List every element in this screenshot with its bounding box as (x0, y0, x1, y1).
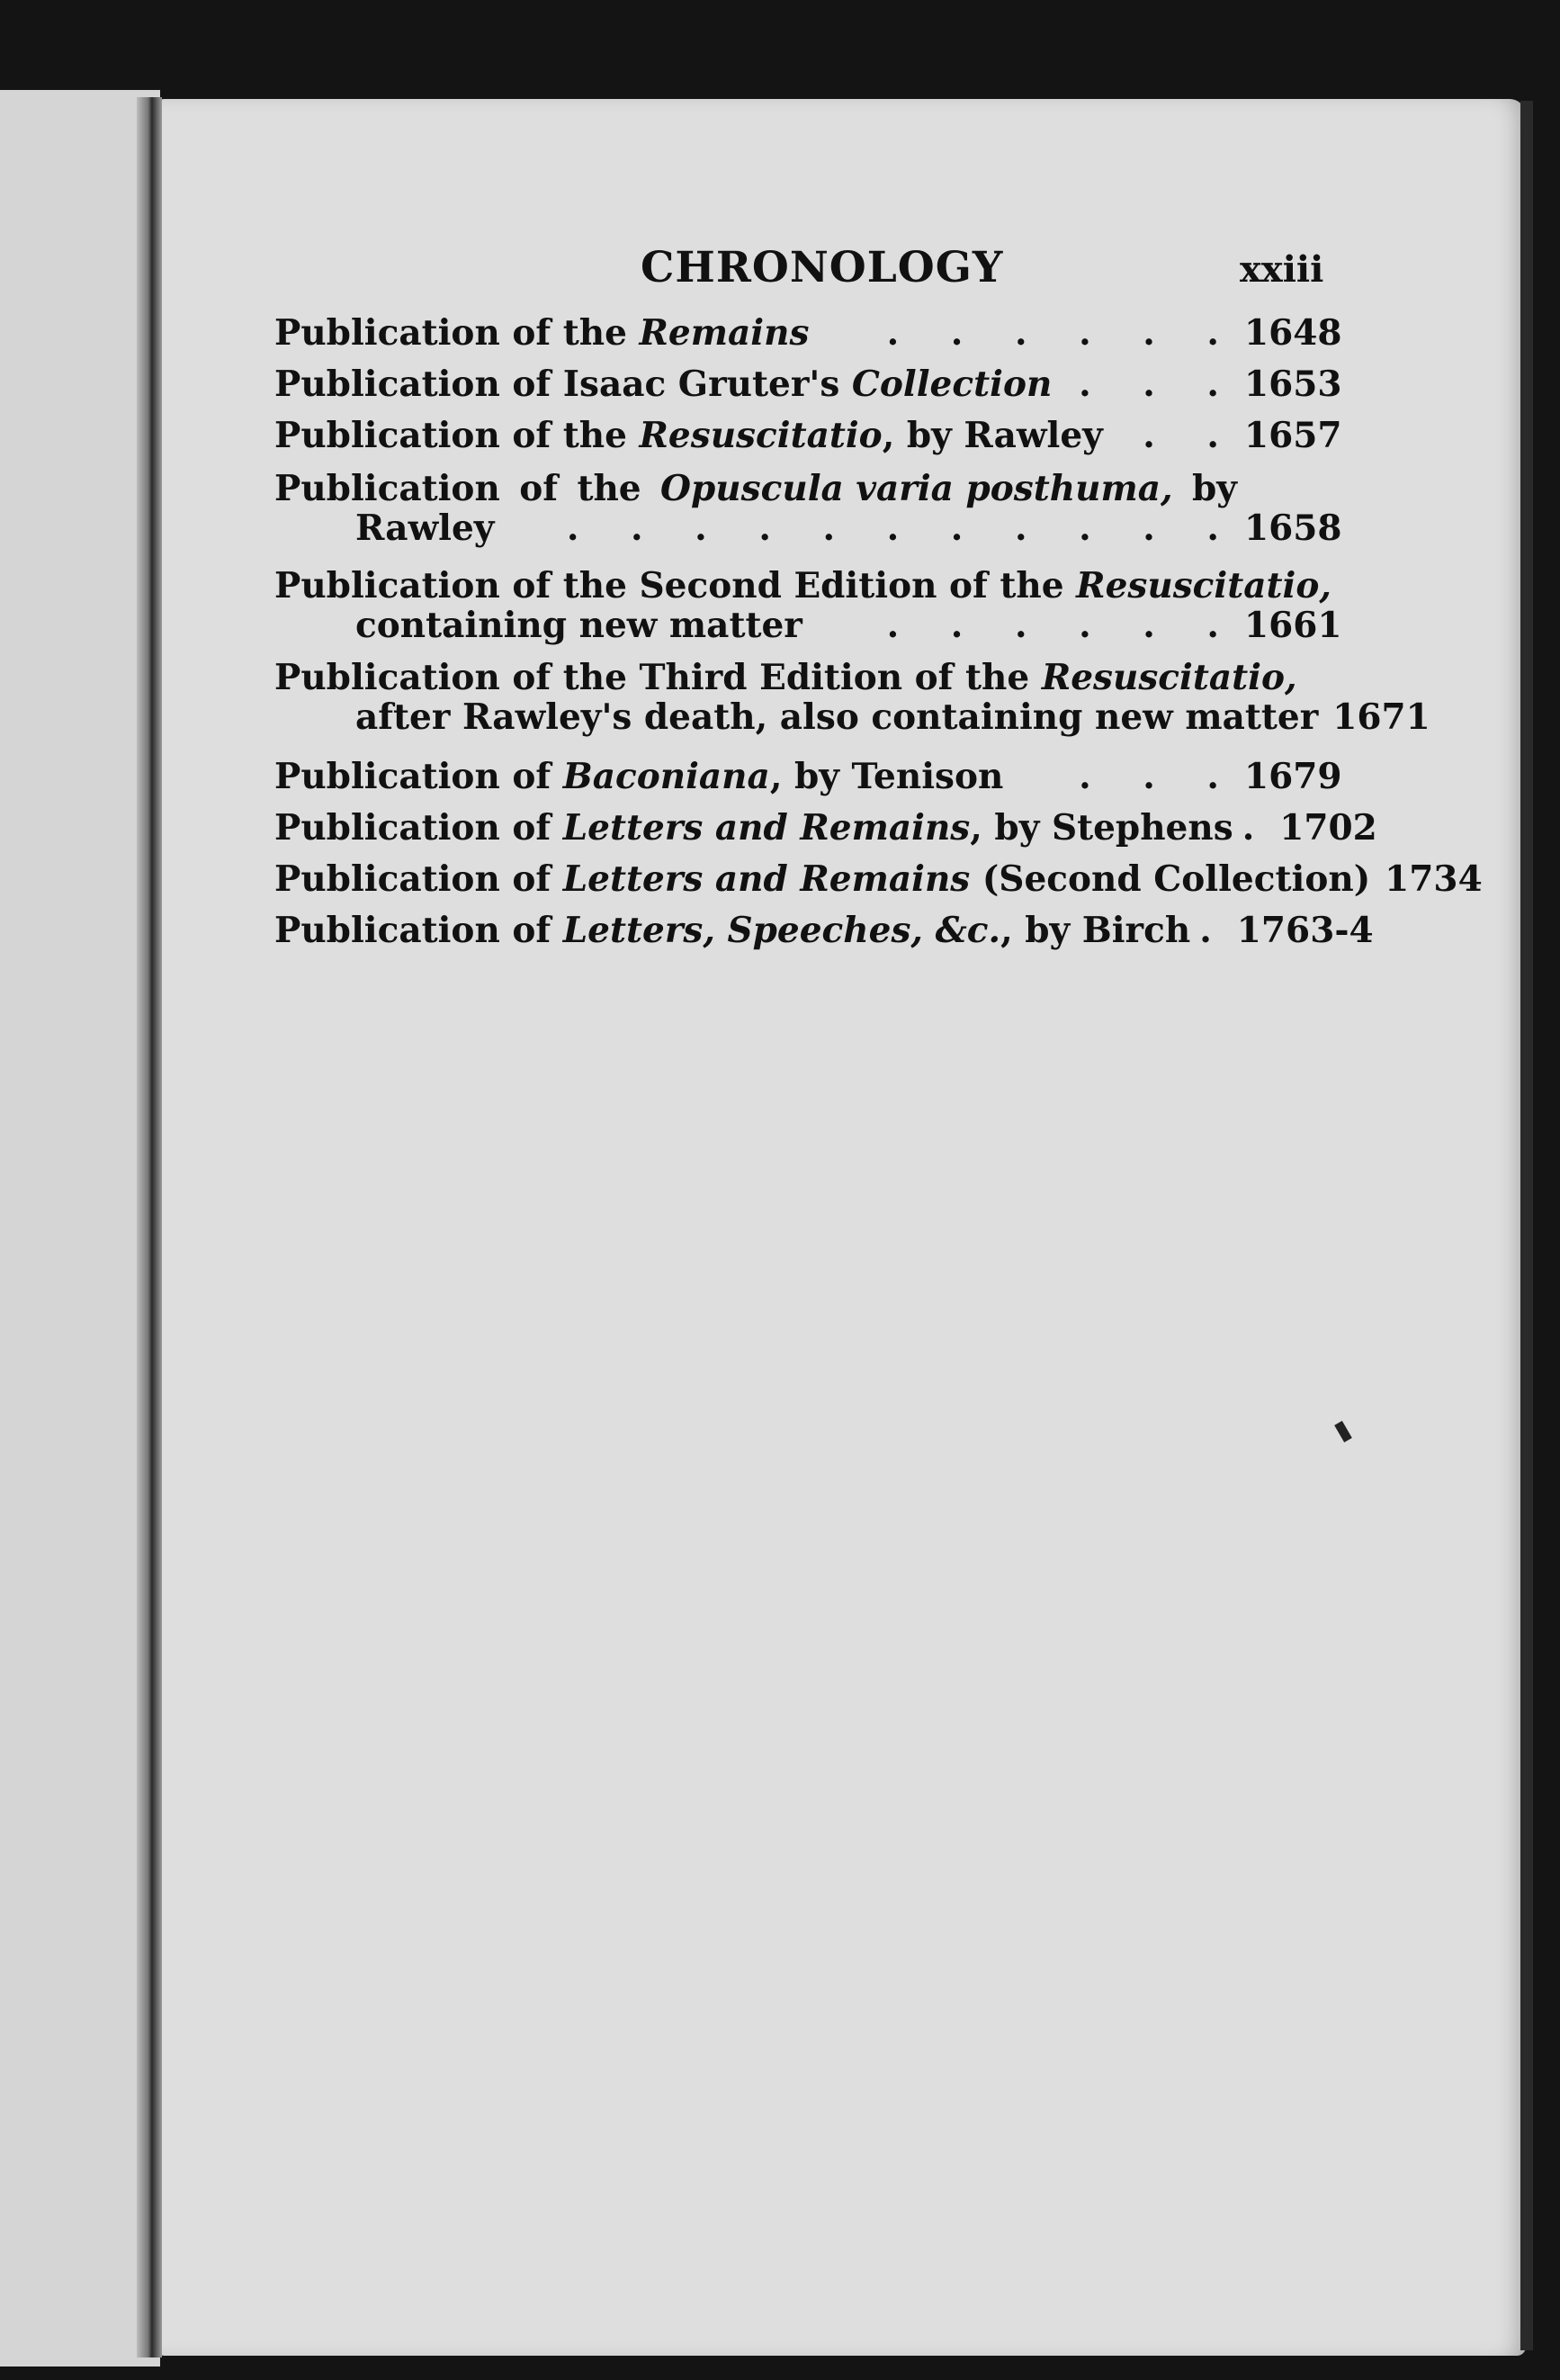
entry-text: Publication of the Resuscitatio, by Rawley (274, 415, 1103, 456)
entry-text: Publication of the Second Edition of the Resuscitatio, (274, 565, 1331, 606)
chronology-entry (274, 754, 1342, 799)
entry-text: Publication of the Remains (274, 312, 810, 354)
page-title: CHRONOLOGY (641, 243, 1004, 292)
chronology-entry (274, 310, 1342, 355)
entry-text-continued: containing new matter (355, 605, 802, 646)
entry-text-continued: after Rawley's death, also containing new matter (355, 696, 1319, 738)
entry-text: Publication of Letters and Remains, by Stephens (274, 807, 1233, 849)
entry-year: 1661 (1244, 605, 1342, 646)
entry-text: Publication of Letters and Remains (Second Collection) (274, 858, 1371, 900)
leader-dots: . . (1143, 415, 1239, 456)
chronology-entry (274, 563, 1342, 648)
entry-year: 1702 (1279, 807, 1377, 849)
leader-dots: . . . . . . (886, 605, 1239, 646)
leader-dots: . . . . . . . . . . . (566, 507, 1239, 549)
entry-text: Publication of the Opuscula varia posthuma, by (274, 468, 1237, 509)
chronology-entry (274, 362, 1342, 407)
page-edge-shadow (1520, 101, 1533, 2350)
entry-year: 1653 (1244, 364, 1342, 405)
chronology-entry (274, 466, 1342, 551)
entry-text: Publication of Baconiana, by Tenison (274, 756, 1004, 797)
entry-year: 1658 (1244, 507, 1342, 549)
entry-text: Publication of the Third Edition of the Resuscitatio, (274, 657, 1297, 698)
entry-text-continued: Rawley (355, 507, 495, 549)
chronology-entry (274, 655, 1430, 740)
chronology-entry (274, 857, 1483, 902)
entry-year: 1657 (1244, 415, 1342, 456)
entry-year: 1671 (1332, 696, 1430, 738)
leader-dots: . . . . . . (886, 312, 1239, 354)
entry-text: Publication of Letters, Speeches, &c., by Birch (274, 910, 1191, 951)
page-number: xxiii (1240, 248, 1324, 291)
book-gutter (137, 97, 162, 2358)
entry-year: 1648 (1244, 312, 1342, 354)
entry-year: 1734 (1385, 858, 1483, 900)
entry-year: 1679 (1244, 756, 1342, 797)
chronology-entry (274, 908, 1374, 953)
leader-dots: . . . (1079, 756, 1239, 797)
entry-text: Publication of Isaac Gruter's Collection (274, 364, 1053, 405)
leader-dots: . (1242, 807, 1275, 849)
chronology-entry (274, 805, 1377, 850)
leader-dots: . . . (1079, 364, 1239, 405)
leader-dots: . (1199, 910, 1232, 951)
chronology-entry (274, 413, 1342, 458)
entry-year: 1763-4 (1236, 910, 1374, 951)
